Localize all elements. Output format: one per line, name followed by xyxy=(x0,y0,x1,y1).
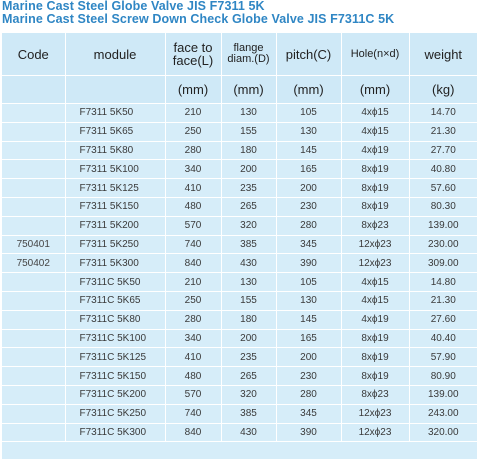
cell-code xyxy=(2,404,65,423)
cell-code xyxy=(2,273,65,292)
cell-module: F7311 5K300 xyxy=(65,254,165,273)
cell-weight: 139.00 xyxy=(409,385,477,404)
cell-weight: 14.80 xyxy=(409,273,477,292)
cell-hole: 8xϕ19 xyxy=(341,179,409,198)
cell-hole: 12xϕ23 xyxy=(341,254,409,273)
cell-module: F7311 5K125 xyxy=(65,179,165,198)
units-code-empty xyxy=(2,76,65,104)
cell-module: F7311C 5K300 xyxy=(65,423,165,442)
cell-face: 840 xyxy=(165,254,221,273)
cell-pitch: 280 xyxy=(276,216,341,235)
cell-hole: 4xϕ19 xyxy=(341,141,409,160)
table-row xyxy=(2,160,477,179)
cell-face: 280 xyxy=(165,310,221,329)
table-row xyxy=(2,141,477,160)
cell-module: F7311C 5K125 xyxy=(65,348,165,367)
cell-code: 750402 xyxy=(2,254,65,273)
cell-face: 340 xyxy=(165,329,221,348)
cell-face: 250 xyxy=(165,291,221,310)
cell-face: 740 xyxy=(165,235,221,254)
cell-flange: 200 xyxy=(221,329,276,348)
header-row xyxy=(2,33,477,76)
cell-pitch: 165 xyxy=(276,160,341,179)
cell-face: 340 xyxy=(165,160,221,179)
cell-hole: 8xϕ19 xyxy=(341,348,409,367)
cell-weight: 243.00 xyxy=(409,404,477,423)
cell-code xyxy=(2,367,65,386)
cell-pitch: 200 xyxy=(276,179,341,198)
unit-face: (mm) xyxy=(165,76,221,104)
cell-face: 570 xyxy=(165,216,221,235)
table-row xyxy=(2,423,477,442)
cell-hole: 4xϕ15 xyxy=(341,104,409,123)
cell-module: F7311C 5K80 xyxy=(65,310,165,329)
cell-flange: 155 xyxy=(221,291,276,310)
cell-weight: 40.80 xyxy=(409,160,477,179)
cell-weight: 230.00 xyxy=(409,235,477,254)
title-globe-valve: Marine Cast Steel Globe Valve JIS F7311 5K xyxy=(2,0,265,13)
header-hole: Hole(n×d) xyxy=(341,33,409,76)
cell-hole: 8xϕ19 xyxy=(341,160,409,179)
cell-pitch: 280 xyxy=(276,385,341,404)
cell-flange: 180 xyxy=(221,141,276,160)
table-row xyxy=(2,291,477,310)
cell-flange: 180 xyxy=(221,310,276,329)
table-row xyxy=(2,404,477,423)
spec-table-container xyxy=(2,33,477,459)
cell-module: F7311 5K200 xyxy=(65,216,165,235)
cell-code xyxy=(2,160,65,179)
cell-code: 750401 xyxy=(2,235,65,254)
cell-face: 840 xyxy=(165,423,221,442)
cell-code xyxy=(2,122,65,141)
cell-hole: 4xϕ15 xyxy=(341,122,409,141)
cell-face: 480 xyxy=(165,197,221,216)
units-row xyxy=(2,76,477,104)
cell-weight: 57.60 xyxy=(409,179,477,198)
cell-hole: 8xϕ19 xyxy=(341,329,409,348)
header-code: Code xyxy=(2,33,65,76)
cell-hole: 4xϕ15 xyxy=(341,273,409,292)
unit-hole: (mm) xyxy=(341,76,409,104)
cell-hole: 8xϕ23 xyxy=(341,385,409,404)
cell-pitch: 105 xyxy=(276,273,341,292)
cell-hole: 8xϕ23 xyxy=(341,216,409,235)
cell-pitch: 345 xyxy=(276,235,341,254)
cell-code xyxy=(2,141,65,160)
cell-hole: 12xϕ23 xyxy=(341,235,409,254)
cell-weight: 309.00 xyxy=(409,254,477,273)
document-titles xyxy=(2,0,478,26)
table-row xyxy=(2,273,477,292)
cell-flange: 320 xyxy=(221,385,276,404)
cell-module: F7311 5K50 xyxy=(65,104,165,123)
spec-table xyxy=(2,33,477,442)
cell-flange: 130 xyxy=(221,273,276,292)
cell-flange: 155 xyxy=(221,122,276,141)
unit-flange: (mm) xyxy=(221,76,276,104)
header-flange-diam: flange diam.(D) xyxy=(221,33,276,76)
cell-hole: 8xϕ19 xyxy=(341,367,409,386)
cell-face: 570 xyxy=(165,385,221,404)
cell-hole: 12xϕ23 xyxy=(341,404,409,423)
header-module: module xyxy=(65,33,165,76)
header-pitch: pitch(C) xyxy=(276,33,341,76)
table-row xyxy=(2,385,477,404)
cell-code xyxy=(2,179,65,198)
cell-pitch: 390 xyxy=(276,423,341,442)
cell-weight: 14.70 xyxy=(409,104,477,123)
cell-flange: 430 xyxy=(221,423,276,442)
cell-module: F7311C 5K100 xyxy=(65,329,165,348)
cell-face: 480 xyxy=(165,367,221,386)
header-weight: weight xyxy=(409,33,477,76)
cell-pitch: 165 xyxy=(276,329,341,348)
table-row xyxy=(2,216,477,235)
cell-weight: 21.30 xyxy=(409,291,477,310)
cell-pitch: 130 xyxy=(276,122,341,141)
cell-code xyxy=(2,348,65,367)
cell-flange: 320 xyxy=(221,216,276,235)
cell-weight: 21.30 xyxy=(409,122,477,141)
cell-module: F7311 5K250 xyxy=(65,235,165,254)
cell-flange: 430 xyxy=(221,254,276,273)
cell-pitch: 105 xyxy=(276,104,341,123)
cell-code xyxy=(2,197,65,216)
cell-flange: 235 xyxy=(221,179,276,198)
table-row xyxy=(2,197,477,216)
cell-weight: 40.40 xyxy=(409,329,477,348)
cell-code xyxy=(2,329,65,348)
table-row xyxy=(2,122,477,141)
cell-code xyxy=(2,291,65,310)
cell-module: F7311 5K150 xyxy=(65,197,165,216)
cell-flange: 235 xyxy=(221,348,276,367)
cell-weight: 320.00 xyxy=(409,423,477,442)
title-check-globe-valve: Marine Cast Steel Screw Down Check Globe Valve JIS F7311C 5K xyxy=(2,12,395,26)
cell-pitch: 145 xyxy=(276,141,341,160)
cell-module: F7311 5K100 xyxy=(65,160,165,179)
table-row xyxy=(2,104,477,123)
cell-hole: 12xϕ23 xyxy=(341,423,409,442)
cell-code xyxy=(2,385,65,404)
table-row xyxy=(2,329,477,348)
cell-face: 410 xyxy=(165,348,221,367)
cell-module: F7311 5K80 xyxy=(65,141,165,160)
cell-pitch: 230 xyxy=(276,367,341,386)
cell-pitch: 130 xyxy=(276,291,341,310)
table-row xyxy=(2,367,477,386)
cell-flange: 385 xyxy=(221,235,276,254)
cell-flange: 200 xyxy=(221,160,276,179)
cell-weight: 139.00 xyxy=(409,216,477,235)
cell-pitch: 345 xyxy=(276,404,341,423)
cell-flange: 265 xyxy=(221,367,276,386)
cell-module: F7311 5K65 xyxy=(65,122,165,141)
cell-code xyxy=(2,423,65,442)
cell-weight: 57.90 xyxy=(409,348,477,367)
unit-weight: (kg) xyxy=(409,76,477,104)
cell-code xyxy=(2,104,65,123)
cell-module: F7311C 5K65 xyxy=(65,291,165,310)
cell-weight: 80.90 xyxy=(409,367,477,386)
unit-pitch: (mm) xyxy=(276,76,341,104)
cell-face: 210 xyxy=(165,273,221,292)
cell-module: F7311C 5K200 xyxy=(65,385,165,404)
cell-pitch: 230 xyxy=(276,197,341,216)
cell-pitch: 390 xyxy=(276,254,341,273)
header-face-to-face: face to face(L) xyxy=(165,33,221,76)
table-row xyxy=(2,254,477,273)
cell-hole: 4xϕ15 xyxy=(341,291,409,310)
cell-weight: 27.60 xyxy=(409,310,477,329)
cell-module: F7311C 5K250 xyxy=(65,404,165,423)
cell-flange: 385 xyxy=(221,404,276,423)
cell-pitch: 145 xyxy=(276,310,341,329)
table-row xyxy=(2,235,477,254)
cell-face: 210 xyxy=(165,104,221,123)
table-row xyxy=(2,179,477,198)
cell-code xyxy=(2,310,65,329)
cell-code xyxy=(2,216,65,235)
cell-hole: 4xϕ19 xyxy=(341,310,409,329)
cell-face: 250 xyxy=(165,122,221,141)
cell-hole: 8xϕ19 xyxy=(341,197,409,216)
cell-module: F7311C 5K50 xyxy=(65,273,165,292)
units-module-empty xyxy=(65,76,165,104)
cell-face: 280 xyxy=(165,141,221,160)
table-body xyxy=(2,104,477,442)
table-row xyxy=(2,310,477,329)
table-row xyxy=(2,348,477,367)
cell-weight: 80.30 xyxy=(409,197,477,216)
cell-flange: 265 xyxy=(221,197,276,216)
cell-face: 740 xyxy=(165,404,221,423)
cell-face: 410 xyxy=(165,179,221,198)
cell-weight: 27.70 xyxy=(409,141,477,160)
cell-module: F7311C 5K150 xyxy=(65,367,165,386)
cell-pitch: 200 xyxy=(276,348,341,367)
cell-flange: 130 xyxy=(221,104,276,123)
